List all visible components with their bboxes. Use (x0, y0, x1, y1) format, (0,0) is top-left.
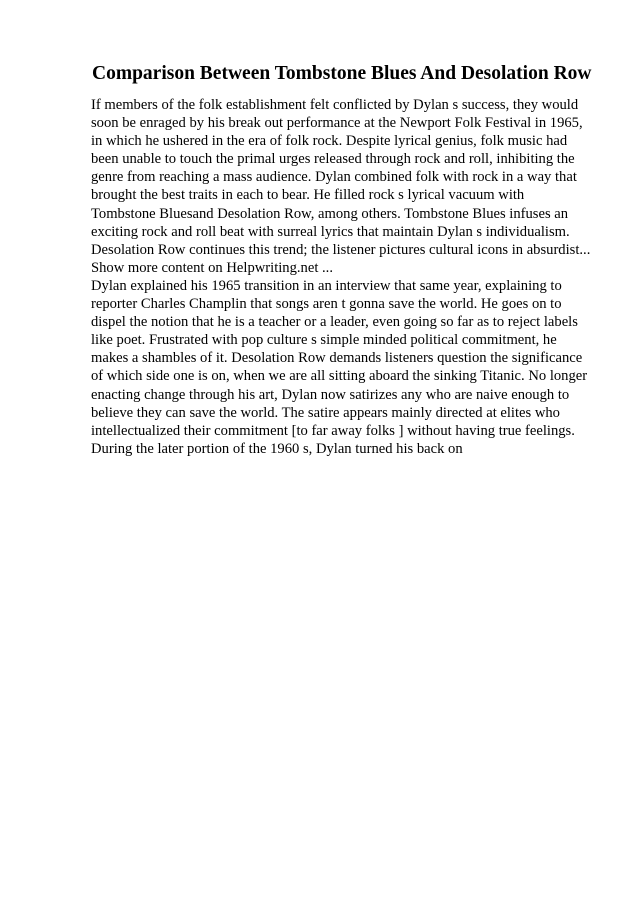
body-line: brought the best traits in each to bear. He filled rock s lyrical vacuum with (91, 187, 525, 204)
body-line: believe they can save the world. The satire appears mainly directed at elites who (91, 404, 560, 421)
body-line: of which side one is on, when we are all sitting aboard the sinking Titanic. No longer (91, 368, 588, 385)
body-line: enacting change through his art, Dylan now satirizes any who are naive enough to (91, 386, 570, 403)
document-body (91, 96, 591, 458)
body-line: in which he ushered in the era of folk rock. Despite lyrical genius, folk music had (91, 133, 568, 150)
show-more-link[interactable]: Show more content on Helpwriting.net ... (91, 259, 333, 276)
body-line: intellectualized their commitment [to far away folks ] without having true feelings. (91, 422, 575, 439)
body-line: Tombstone Bluesand Desolation Row, among others. Tombstone Blues infuses an (91, 205, 569, 222)
body-line: During the later portion of the 1960 s, Dylan turned his back on (91, 440, 463, 457)
body-line: been unable to touch the primal urges released through rock and roll, inhibiting the (91, 151, 575, 168)
body-line: reporter Charles Champlin that songs aren t gonna save the world. He goes on to (91, 296, 562, 313)
body-line: Dylan explained his 1965 transition in an interview that same year, explaining to (91, 277, 562, 294)
body-line: makes a shambles of it. Desolation Row demands listeners question the significance (91, 350, 583, 367)
document-title: Comparison Between Tombstone Blues And Desolation Row (92, 63, 592, 84)
body-line: soon be enraged by his break out performance at the Newport Folk Festival in 1965, (91, 115, 583, 132)
body-line: exciting rock and roll beat with surreal lyrics that maintain Dylan s individualism. (91, 223, 570, 240)
body-line: genre from reaching a mass audience. Dylan combined folk with rock in a way that (91, 169, 577, 186)
body-line: dispel the notion that he is a teacher or a leader, even going so far as to reject labels (91, 314, 578, 331)
body-line: Desolation Row continues this trend; the listener pictures cultural icons in absurdist... (91, 241, 591, 258)
body-line: If members of the folk establishment felt conflicted by Dylan s success, they would (91, 97, 579, 113)
body-line: like poet. Frustrated with pop culture s simple minded political commitment, he (91, 332, 557, 349)
